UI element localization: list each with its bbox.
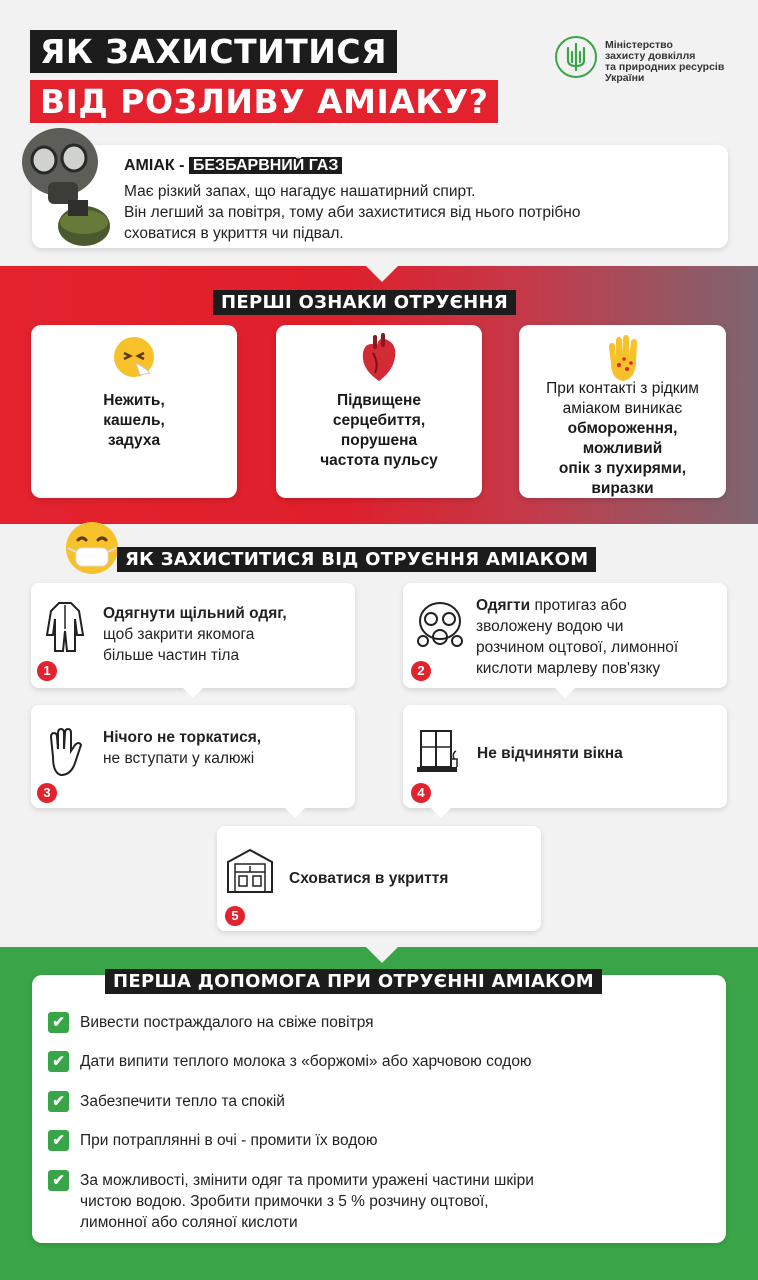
check-mark-icon: ✔ xyxy=(48,1170,69,1191)
check-mark-icon: ✔ xyxy=(48,1051,69,1072)
symptom-card-1 xyxy=(31,325,237,498)
title-line-2: ВІД РОЗЛИВУ АМІАКУ? xyxy=(30,80,498,123)
sneezing-face-icon xyxy=(31,333,237,393)
card-tip xyxy=(555,688,575,698)
title-line-1: ЯК ЗАХИСТИТИСЯ xyxy=(30,30,397,73)
intro-heading: АМІАК - БЕЗБАРВНИЙ ГАЗ xyxy=(124,157,342,175)
anatomical-heart-icon xyxy=(276,333,482,397)
step-number: 5 xyxy=(225,906,245,926)
symptom-2-text: Підвищене серцебиття, порушена частота пульсу xyxy=(320,392,438,469)
step-3-card xyxy=(31,705,355,808)
step-3-text: Нічого не торкатися, не вступати у калюжі xyxy=(103,729,262,767)
window-icon xyxy=(417,727,463,779)
step-number: 4 xyxy=(411,783,431,803)
symptom-3-text: При контакті з рідким аміаком виникає обмороження, можливий опік з пухирями, виразки xyxy=(546,380,699,497)
step-5-card xyxy=(217,826,541,931)
medical-mask-face-icon xyxy=(64,520,120,576)
symptom-card-3 xyxy=(519,325,726,498)
symptoms-label: ПЕРШІ ОЗНАКИ ОТРУЄННЯ xyxy=(213,290,516,315)
step-2-card xyxy=(403,583,727,688)
step-number: 3 xyxy=(37,783,57,803)
ministry-logo xyxy=(555,36,745,84)
stop-hand-icon xyxy=(45,727,91,779)
step-number: 2 xyxy=(411,661,431,681)
intro-text: Має різкий запах, що нагадує нашатирний спирт. Він легший за повітря, тому аби захиститися від нього потрібно сховатися в укриття чи підвал. xyxy=(124,183,581,242)
card-tip xyxy=(285,808,305,818)
intro-card xyxy=(32,145,728,248)
step-4-text: Не відчиняти вікна xyxy=(477,745,623,762)
protect-label: ЯК ЗАХИСТИТИСЯ ВІД ОТРУЄННЯ АМІАКОМ xyxy=(117,547,596,572)
first-aid-label: ПЕРША ДОПОМОГА ПРИ ОТРУЄННІ АМІАКОМ xyxy=(105,969,602,994)
protective-suit-icon xyxy=(45,601,91,653)
step-5-text: Сховатися в укриття xyxy=(289,870,449,887)
step-1-text: Одягнути щільний одяг, щоб закрити якомога більше частин тіла xyxy=(103,605,287,664)
symptom-card-2 xyxy=(276,325,482,498)
step-2-text: Одягти протигаз або зволожену водою чи розчином оцтової, лимонної кислоти марлеву пов'язку xyxy=(476,597,679,677)
step-number: 1 xyxy=(37,661,57,681)
shelter-icon xyxy=(225,846,271,898)
gas-mask-outline-icon xyxy=(417,601,463,653)
card-tip xyxy=(431,808,451,818)
section-notch xyxy=(365,946,399,963)
gas-mask-icon xyxy=(8,122,128,252)
trident-icon xyxy=(555,36,597,78)
check-mark-icon: ✔ xyxy=(48,1130,69,1151)
section-notch xyxy=(365,265,399,282)
card-tip xyxy=(183,688,203,698)
step-4-card xyxy=(403,705,727,808)
ministry-name: Міністерство захисту довкілля та природних ресурсів України xyxy=(605,39,725,84)
step-1-card xyxy=(31,583,355,688)
check-mark-icon: ✔ xyxy=(48,1091,69,1112)
check-mark-icon: ✔ xyxy=(48,1012,69,1033)
symptom-1-text: Нежить, кашель, задуха xyxy=(103,392,165,449)
